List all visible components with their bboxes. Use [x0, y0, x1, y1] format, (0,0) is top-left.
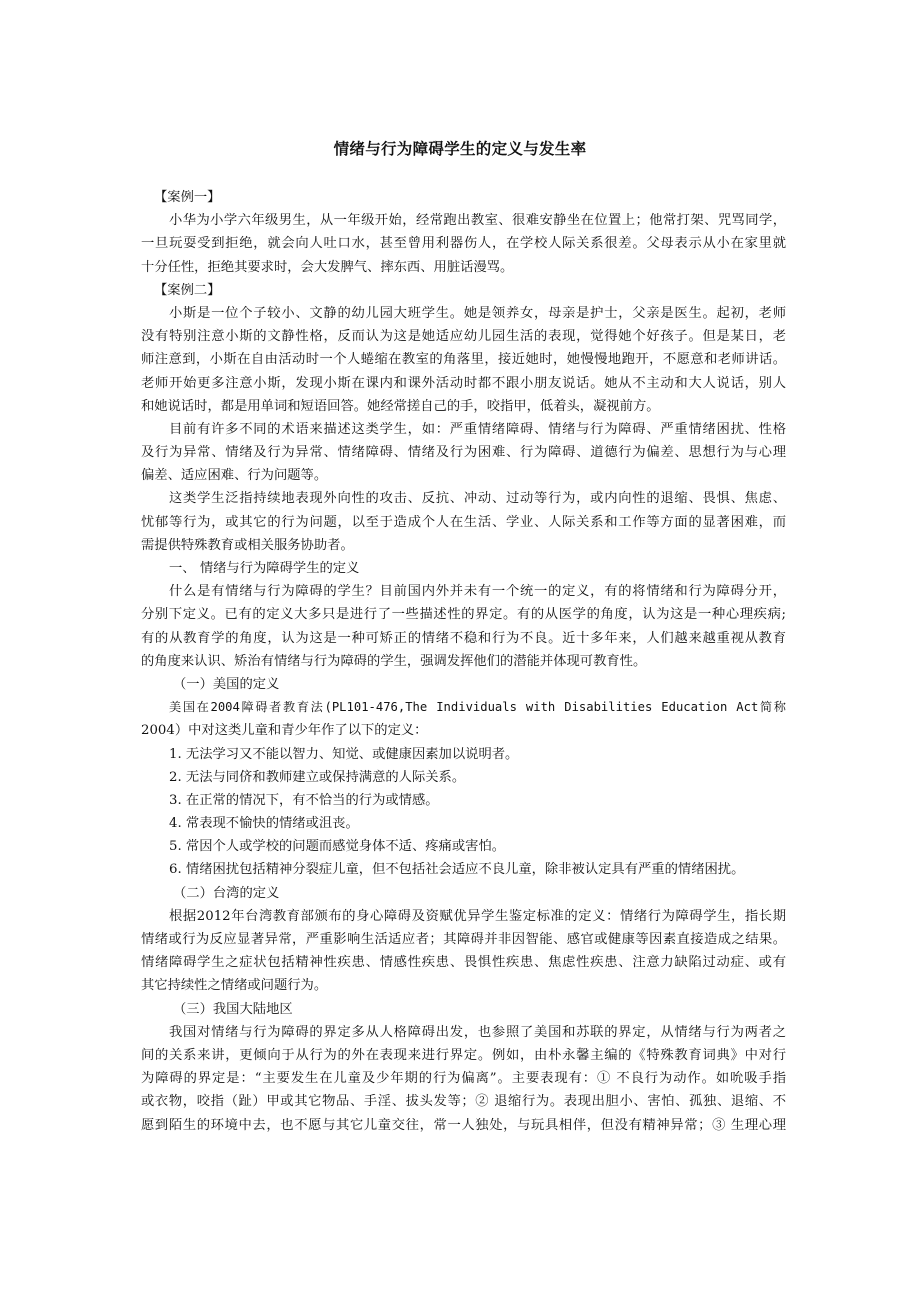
paragraph-line: 愿到陌生的环境中去，也不愿与其它儿童交往，常一人独处，与玩具相伴，但没有精神异常；③ 生理心理 — [141, 1117, 786, 1133]
paragraph-line: （一）美国的定义 — [173, 676, 280, 692]
paragraph-line: （二）台湾的定义 — [173, 885, 280, 901]
paragraph-line: （三）我国大陆地区 — [173, 1001, 293, 1017]
paragraph-line: 2. 无法与同侪和教师建立或保持满意的人际关系。 — [169, 769, 466, 785]
paragraph-line: 什么是有情绪与行为障碍的学生？目前国内外并未有一个统一的定义，有的将情绪和行为障碍分开， — [169, 584, 786, 600]
paragraph-line: 和她说话时，都是用单词和短语回答。她经常搓自己的手，咬指甲，低着头，凝视前方。 — [141, 398, 660, 414]
paragraph-line: 6. 情绪困扰包括精神分裂症儿童，但不包括社会适应不良儿童，除非被认定具有严重的情绪困扰。 — [169, 862, 745, 878]
document-body — [141, 186, 786, 1137]
paragraph-line: 师注意到，小斯在自由活动时一个人蜷缩在教室的角落里，接近她时，她慢慢地跑开，不愿意和老师讲话。 — [141, 352, 786, 368]
paragraph-line: 目前有许多不同的术语来描述这类学生，如：严重情绪障碍、情绪与行为障碍、严重情绪困扰、性格 — [169, 421, 786, 437]
paragraph-line: 这类学生泛指持续地表现外向性的攻击、反抗、冲动、过动等行为，或内向性的退缩、畏惧、焦虑、 — [169, 491, 786, 507]
paragraph-line: 十分任性，拒绝其要求时，会大发脾气、摔东西、用脏话漫骂。 — [141, 259, 514, 275]
paragraph-line: 我国对情绪与行为障碍的界定多从人格障碍出发，也参照了美国和苏联的界定，从情绪与行为两者之 — [169, 1024, 786, 1040]
paragraph-line: 的角度来认识、矫治有情绪与行为障碍的学生，强调发挥他们的潜能并体现可教育性。 — [141, 653, 647, 669]
paragraph-line: 小华为小学六年级男生，从一年级开始，经常跑出教室、很难安静坐在位置上；他常打架、咒骂同学， — [169, 213, 786, 229]
paragraph-line: 一旦玩耍受到拒绝，就会向人吐口水，甚至曾用利器伤人，在学校人际关系很差。父母表示从小在家里就 — [141, 236, 786, 252]
paragraph-line: 老师开始更多注意小斯，发现小斯在课内和课外活动时都不跟小朋友说话。她从不主动和大人说话，别人 — [141, 375, 786, 391]
paragraph-line: 2004）中对这类儿童和青少年作了以下的定义： — [141, 723, 428, 739]
paragraph-line: 间的关系来讲，更倾向于从行为的外在表现来进行界定。例如，由朴永馨主编的《特殊教育词典》中对行 — [141, 1047, 786, 1063]
paragraph-line: 【案例二】 — [154, 282, 221, 298]
paragraph-line: 情绪障碍学生之症状包括精神性疾患、情感性疾患、畏惧性疾患、焦虑性疾患、注意力缺陷过动症、或有 — [141, 955, 786, 971]
paragraph-line: 根据2012年台湾教育部颁布的身心障碍及资赋优异学生鉴定标准的定义：情绪行为障碍学生，指长期 — [169, 908, 786, 924]
paragraph-line: 一、 情绪与行为障碍学生的定义 — [169, 561, 360, 576]
paragraph-line: 忧郁等行为，或其它的行为问题，以至于造成个人在生活、学业、人际关系和工作等方面的显著困难，而 — [141, 514, 786, 530]
paragraph-line: 【案例一】 — [154, 190, 221, 205]
paragraph-line: 其它持续性之情绪或问题行为。 — [141, 978, 328, 994]
paragraph-line: 3. 在正常的情况下，有不恰当的行为或情感。 — [169, 792, 439, 808]
paragraph-line: 情绪或行为反应显著异常，严重影响生活适应者；其障碍并非因智能、感官或健康等因素直接造成之结果。 — [141, 932, 786, 947]
paragraph-line: 有的从教育学的角度，认为这是一种可矫正的情绪不稳和行为不良。近十多年来，人们越来越重视从教育 — [141, 630, 786, 646]
paragraph-line: 为障碍的界定是：“主要发生在儿童及少年期的行为偏离”。主要表现有：① 不良行为动作。如吮吸手指 — [141, 1071, 786, 1087]
paragraph-line: 小斯是一位个子较小、文静的幼儿园大班学生。她是领养女，母亲是护士，父亲是医生。起初，老师 — [169, 305, 786, 321]
paragraph-line: 没有特别注意小斯的文静性格，反而认为这是她适应幼儿园生活的表现，觉得她个好孩子。但是某日，老 — [141, 329, 786, 345]
paragraph-line: 4. 常表现不愉快的情绪或沮丧。 — [169, 816, 359, 832]
paragraph-line: 偏差、适应困难、行为问题等。 — [141, 468, 328, 484]
paragraph-line: 或衣物，咬指（趾）甲或其它物品、手淫、拔头发等；② 退缩行为。表现出胆小、害怕、孤独、退缩、不 — [141, 1094, 786, 1110]
paragraph-line: 1. 无法学习又不能以智力、知觉、或健康因素加以说明者。 — [169, 746, 519, 762]
paragraph-line: 美国在2004障碍者教育法(PL101-476,The Individuals with Disabilities Education Act简称 — [169, 700, 786, 715]
paragraph-line: 及行为异常、情绪及行为异常、情绪障碍、情绪及行为困难、行为障碍、道德行为偏差、思想行为与心理 — [141, 445, 786, 461]
paragraph-line: 5. 常因个人或学校的问题而感觉身体不适、疼痛或害怕。 — [169, 839, 506, 855]
document-title: 情绪与行为障碍学生的定义与发生率 — [333, 139, 587, 158]
paragraph-line: 需提供特殊教育或相关服务协助者。 — [141, 537, 354, 553]
paragraph-line: 分别下定义。已有的定义大多只是进行了一些描述性的界定。有的从医学的角度，认为这是一种心理疾病; — [141, 607, 786, 623]
